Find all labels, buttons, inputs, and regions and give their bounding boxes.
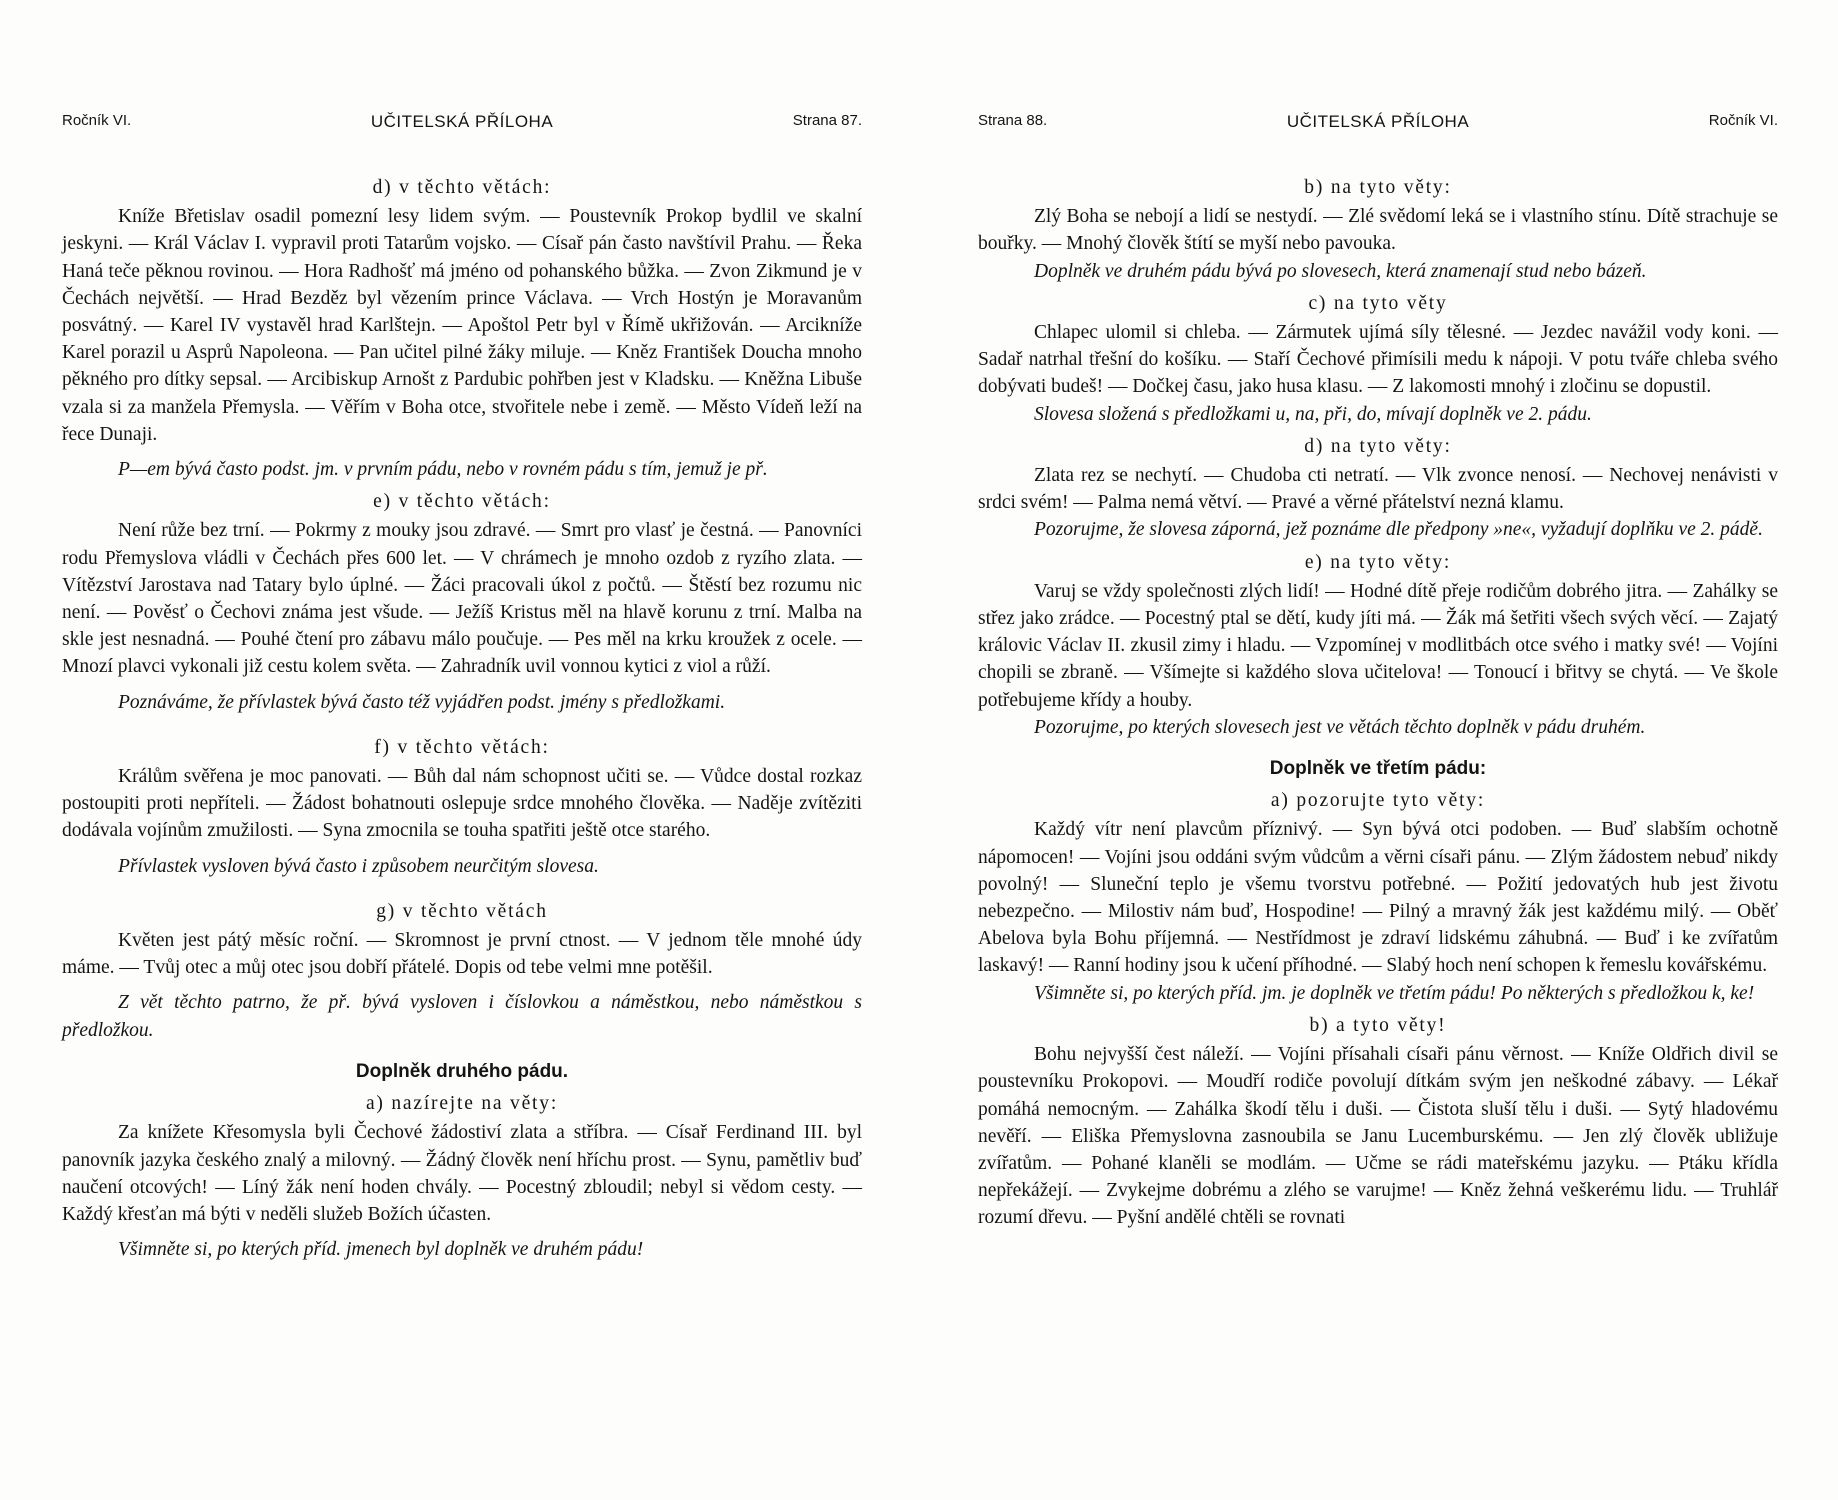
paragraph: Králům svěřena je moc panovati. — Bůh dal nám schopnost učiti se. — Vůdce dostal rozkaz postoupiti proti nepříteli. — Žádost bohatnouti oslepuje srdce mnohého člověka. — Naděje zvítěziti dodávala vojínům zmužilosti. — Syna zmocnila se touha spatřiti ještě otce starého. [62, 766, 862, 842]
paragraph: Zlý Boha se nebojí a lidí se nestydí. — Zlé svědomí leká se i vlastního stínu. Dítě strachuje se bouřky. — Mnohý člověk štítí se myší nebo pavouka. [978, 206, 1778, 255]
page-header [978, 112, 1778, 138]
paragraph: Bohu nejvyšší čest náleží. — Vojíni přísahali císaři pánu věrnost. — Kníže Oldřich divil se poustevníku Prokopovi. — Moudří rodiče povolují dítkám svým jen neškodné zábavy. — Lékař pomáhá nemocným. — Zahálka škodí tělu i duši. — Čistota sluší tělu i duši. — Sytý hladovému nevěří. — Eliška Přemyslovna zasnoubila se Janu Lucemburskému. — Jen zlý člověk ubližuje zvířatům. — Pohané klaněli se modlám. — Učme se rádi mateřskému jazyku. — Ptáku křídla nepřekážejí. — Zvykejme dobrému a zlého se varujme! — Kněz žehná veškerému lidu. — Truhlář rozumí dřevu. — Pyšní andělé chtěli se rovnati [978, 1044, 1778, 1229]
paragraph: Není růže bez trní. — Pokrmy z mouky jsou zdravé. — Smrt pro vlasť je čestná. — Panovníci rodu Přemyslova vládli v Čechách přes 600 let. — V chrámech je mnoho ozdob z ryzího zlata. — Vítězství Jarostava nad Tatary bylo úplné. — Žáci pracovali úkol z počtů. — Štěstí bez rozumu nic není. — Pověsť o Čechovi známa jest všude. — Ježíš Kristus měl na hlavě korunu z trní. Malba na skle jest nesnadná. — Pouhé čtení pro zábavu málo poučuje. — Pes měl na krku kroužek z ocele. — Mnozí plavci vykonali již cestu kolem světa. — Zahradník uvil vonnou kytici z viol a růží. [62, 520, 862, 678]
page-body [62, 174, 862, 1263]
section-heading: f) v těchto větách: [374, 736, 550, 758]
rule-note: Doplněk ve druhém pádu bývá po slovesech, která znamenají stud nebo bázeň. [1034, 260, 1647, 282]
section-title: Doplněk druhého pádu. [355, 1060, 569, 1082]
header-page-number: Strana 87. [792, 112, 862, 129]
paragraph: Varuj se vždy společnosti zlých lidí! — Hodné dítě přeje rodičům dobrého jitra. — Zahálky se střez jako zrádce. — Pocestný ptal se dětí, kudy jíti má. — Žák má šetřiti všech svých věcí. — Zajatý královic Václav II. zkusil zimy i hladu. — Vzpomínej v modlitbách otce svého i matky své! — Vojíni chopili se zbraně. — Všímejte si každého slova učitelova! — Tonoucí i břitvy se chytá. — Ve škole potřebujeme křídy a houby. [978, 580, 1778, 711]
rule-note: Všimněte si, po kterých příd. jm. je doplněk ve třetím pádu! Po některých s předložkou k, ke! [1034, 982, 1755, 1004]
rule-note: Všimněte si, po kterých příd. jmenech byl doplněk ve druhém pádu! [118, 1239, 644, 1261]
section-heading: a) nazírejte na věty: [365, 1093, 559, 1115]
header-title: UČITELSKÁ PŘÍLOHA [370, 112, 554, 131]
header-volume: Ročník VI. [62, 112, 132, 129]
section-heading: d) na tyto věty: [1304, 435, 1452, 457]
page-body [978, 174, 1778, 1232]
header-volume: Ročník VI. [1708, 112, 1778, 129]
header-title: UČITELSKÁ PŘÍLOHA [1286, 112, 1470, 131]
paragraph: Za knížete Křesomysla byli Čechové žádostiví zlata a stříbra. — Císař Ferdinand III. byl panovník jazyka českého znalý a milovný. — Žádný člověk není hříchu prost. — Synu, pamětliv buď naučení otcových! — Líný žák není hoden chvály. — Pocestný zbloudil; nebyl si vědom cesty. — Každý křesťan má býti v neděli služeb Božích účasten. [62, 1122, 862, 1225]
rule-note: Pozorujme, po kterých slovesech jest ve větách těchto doplněk v pádu druhém. [1034, 716, 1646, 738]
rule-note: Slovesa složená s předložkami u, na, při, do, mívají doplněk ve 2. pádu. [1034, 403, 1592, 425]
page-header [62, 112, 862, 138]
section-heading: a) pozorujte tyto věty: [1270, 790, 1486, 812]
paragraph: Zlata rez se nechytí. — Chudoba cti netratí. — Vlk zvonce nenosí. — Nechovej nenávisti v srdci svém! — Palma nemá větví. — Pravé a věrné přátelství nezná klamu. [978, 465, 1778, 514]
rule-note: Pozorujme, že slovesa záporná, jež poznáme dle předpony »ne«, vyžadují doplňku ve 2. pádě. [1034, 519, 1763, 541]
section-heading: g) v těchto větách [376, 900, 548, 922]
paragraph: Každý vítr není plavcům příznivý. — Syn bývá otci podoben. — Buď slabším ochotně nápomocen! — Vojíni jsou oddáni svým vůdcům a věrni císaři pánu. — Zlým žádostem nebuď nikdy povolný! — Sluneční teplo je všemu tvorstvu potřebné. — Požití jedovatých hub jest životu nebezpečno. — Milostiv nám buď, Hospodine! — Pilný a mravný žák jest každému milý. — Oběť Abelova byla Bohu příjemná. — Nestřídmost je zdraví lidskému záhubná. — Buď i ke zvířatům laskavý! — Ranní hodiny jsou k učení příhodné. — Slabý hoch není schopen k řemeslu kovářskému. [978, 819, 1778, 977]
paragraph: Kníže Břetislav osadil pomezní lesy lidem svým. — Poustevník Prokop bydlil ve skalní jeskyni. — Král Václav I. vypravil proti Tatarům vojsko. — Císař pán často navštívil Prahu. — Řeka Haná teče pěknou rovinou. — Hora Radhošť má jméno od pohanského bůžka. — Zvon Zikmund je v Čechách největší. — Hrad Bezděz byl vězením prince Václava. — Vrch Hostýn je Moravanům posvátný. — Karel IV vystavěl hrad Karlštejn. — Apoštol Petr byl v Římě ukřižován. — Arcikníže Karel porazil u Asprů Napoleona. — Pan učitel pilné žáky miluje. — Kněz František Doucha mnoho pěkného pro dítky sepsal. — Arcibiskup Arnošt z Pardubic pohřben jest v Kladsku. — Kněžna Libuše vzala si za manžela Přemysla. — Věřím v Boha otce, stvořitele nebe i země. — Město Vídeň leží na řece Dunaji. [62, 206, 862, 445]
paragraph: Květen jest pátý měsíc roční. — Skromnost je první ctnost. — V jednom těle mnohé údy máme. — Tvůj otec a můj otec jsou dobří přátelé. Dopis od tebe velmi mne potěšil. [62, 930, 862, 979]
section-heading: c) na tyto věty [1308, 292, 1448, 314]
section-title: Doplněk ve třetím pádu: [1269, 758, 1487, 780]
section-heading: b) na tyto věty: [1304, 177, 1452, 198]
rule-note: Přívlastek vysloven bývá často i způsobem neurčitým slovesa. [118, 855, 599, 877]
section-heading: e) v těchto větách: [373, 491, 551, 513]
header-page-number: Strana 88. [978, 112, 1048, 129]
section-heading: e) na tyto věty: [1304, 551, 1452, 573]
paragraph: Chlapec ulomil si chleba. — Zármutek ujímá síly tělesné. — Jezdec navážil vody koni. — Sadař natrhal třešní do košíku. — Staří Čechové přimísili medu k nápoji. V potu tváře chleba svého dobývati budeš! — Dočkej času, jako husa klasu. — Z lakomosti mnohý i zločinu se dopustil. [978, 322, 1778, 398]
rule-note: Z vět těchto patrno, že př. bývá vysloven i číslovkou a náměstkou, nebo náměstkou s předložkou. [62, 992, 862, 1041]
left-page [62, 112, 862, 1263]
right-page [978, 112, 1778, 1232]
rule-note: P—em bývá často podst. jm. v prvním pádu, nebo v rovném pádu s tím, jemuž je př. [118, 459, 768, 481]
rule-note: Poznáváme, že přívlastek bývá často též vyjádřen podst. jmény s předložkami. [118, 691, 726, 713]
section-heading: b) a tyto věty! [1309, 1014, 1447, 1036]
section-heading: d) v těchto větách: [372, 177, 552, 198]
